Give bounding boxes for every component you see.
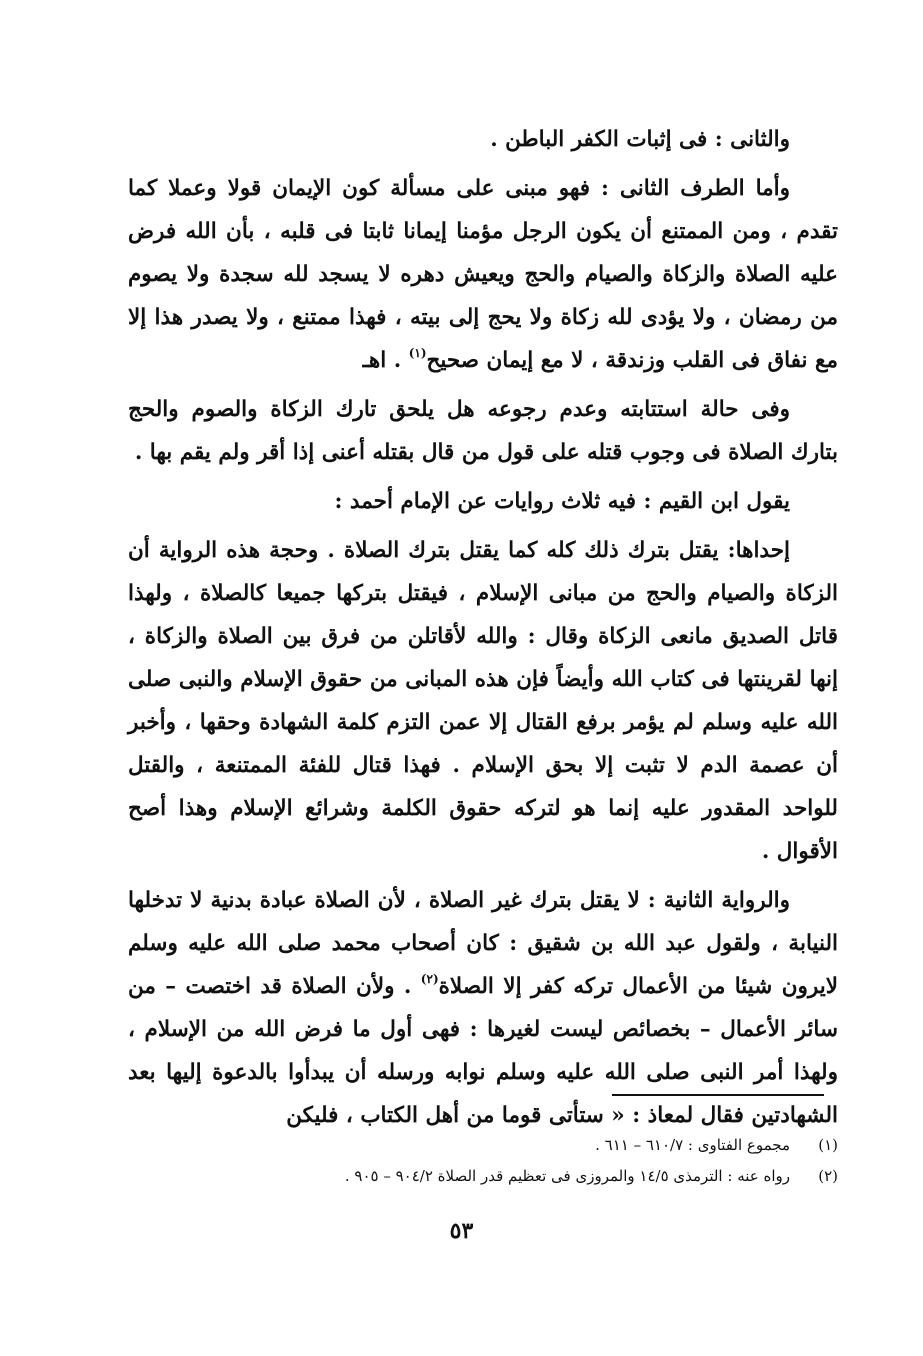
footnote-1 (128, 1130, 838, 1161)
footnote-divider (612, 1094, 824, 1096)
paragraph-3: وفى حالة استتابته وعدم رجوعه هل يلحق تارك الزكاة والصوم والحج بتارك الصلاة فى وجوب قتله على قول من قال بقتله أعنى إذا أقر ولم يقم بها . (128, 397, 838, 465)
body-text (128, 118, 838, 1137)
footnotes (128, 1130, 838, 1192)
paragraph-6: والرواية الثانية : لا يقتل بترك غير الصلاة ، لأن الصلاة عبادة بدنية لا تدخلها النيابة ، ولقول عبد الله بن شقيق : كان أصحاب محمد صلى الله عليه وسلم لايرون شيئا من الأعمال تركه كفر إلا الصلاة$^{(٢)}$ . ولأن الصلاة قد اختصت – من سائر الأعمال – بخصائص ليست لغيرها : فهى أول ما فرض الله من الإسلام ، ولهذا أمر النبى صلى الله عليه وسلم نوابه ورسله أن يبدأوا بالدعوة إليها بعد الشهادتين فقال لمعاذ : « ستأتى قوما من أهل الكتاب ، فليكن (128, 888, 838, 1128)
footnote-2 (128, 1161, 838, 1192)
footnote-ref-2: (٢) (420, 972, 439, 986)
page-number: ٥٣ (449, 1218, 474, 1244)
footnote-number: (١) (818, 1136, 838, 1154)
paragraph-5: إحداها: يقتل بترك ذلك كله كما يقتل بترك الصلاة . وحجة هذه الرواية أن الزكاة والصيام والحج من مبانى الإسلام ، فيقتل بتركها جميعا كالصلاة ، ولهذا قاتل الصديق مانعى الزكاة وقال : والله لأقاتلن من فرق بين الصلاة والزكاة ، إنها لقرينتها فى كتاب الله وأيضاً فإن هذه المبانى من حقوق الإسلام والنبى صلى الله عليه وسلم لم يؤمر برفع القتال إلا عمن التزم كلمة الشهادة وحقها ، وأخبر أن عصمة الدم لا تثبت إلا بحق الإسلام . فهذا قتال للفئة الممتنعة ، والقتل للواحد المقدور عليه إنما هو لتركه حقوق الكلمة وشرائع الإسلام وهذا أصح الأقوال . (128, 538, 838, 864)
paragraph-2: وأما الطرف الثانى : فهو مبنى على مسألة كون الإيمان قولا وعملا كما تقدم ، ومن الممتنع أن يكون الرجل مؤمنا إيمانا ثابتا فى قلبه ، بأن الله فرض عليه الصلاة والزكاة والصيام والحج ويعيش دهره لا يسجد لله سجدة ولا يصوم من رمضان ، ولا يؤدى لله زكاة ولا يحج إلى بيته ، فهذا ممتنع ، ولا يصدر هذا إلا مع نفاق فى القلب وزندقة ، لا مع إيمان صحيح$^{(١)}$ . اهـ (128, 176, 838, 373)
footnote-text: مجموع الفتاوى : ٦١٠/٧ – ٦١١ . (595, 1136, 790, 1154)
footnote-ref-1: (١) (408, 346, 427, 360)
footnote-text: رواه عنه : الترمذى ١٤/٥ والمروزى فى تعظيم قدر الصلاة ٩٠٤/٢ – ٩٠٥ . (344, 1167, 790, 1185)
paragraph-4: يقول ابن القيم : فيه ثلاث روايات عن الإمام أحمد : (334, 489, 790, 514)
footnote-number: (٢) (818, 1167, 838, 1185)
paragraph-1: والثانى : فى إثبات الكفر الباطن . (490, 127, 790, 152)
